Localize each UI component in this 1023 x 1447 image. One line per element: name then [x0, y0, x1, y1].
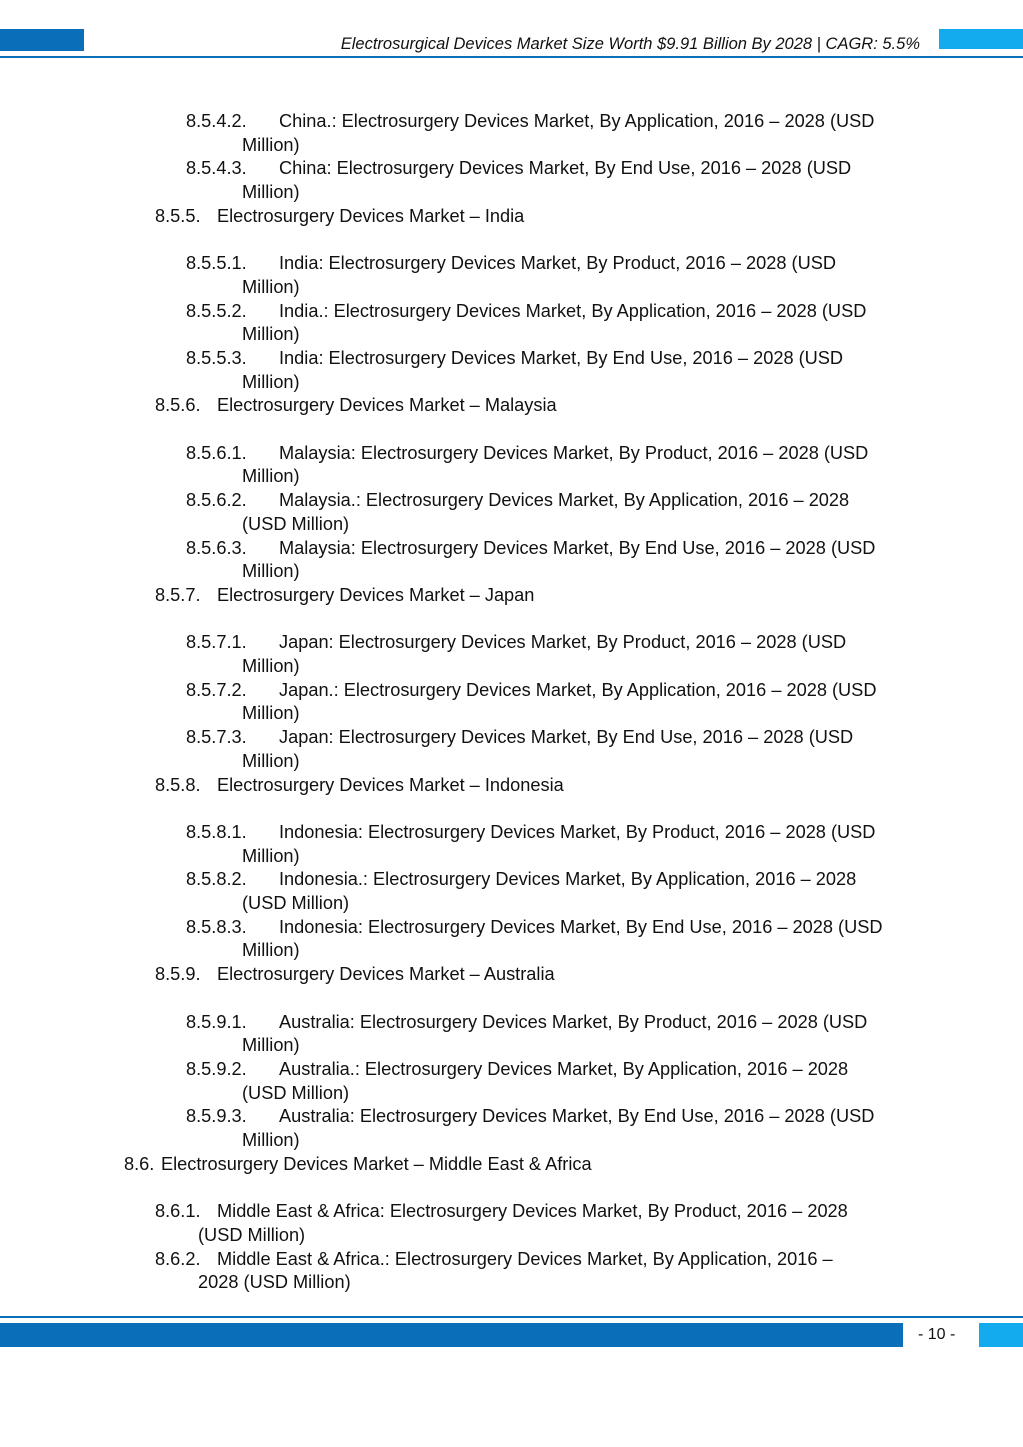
toc-entry-title-continuation: Million)	[242, 656, 300, 677]
toc-entry-number: 8.5.9.	[155, 964, 201, 985]
toc-entry-number: 8.5.7.1.	[186, 632, 247, 653]
toc-entry-title: Malaysia.: Electrosurgery Devices Market, By Application, 2016 – 2028	[279, 490, 850, 511]
toc-entry-number: 8.5.8.3.	[186, 916, 247, 937]
toc-entry-number: 8.5.8.2.	[186, 869, 247, 890]
toc-entry-number: 8.5.6.3.	[186, 537, 247, 558]
toc-entry-number: 8.5.4.2.	[186, 111, 247, 131]
header-accent-right	[939, 29, 1023, 49]
toc-entry-title: India: Electrosurgery Devices Market, By Product, 2016 – 2028 (USD	[279, 253, 836, 274]
toc-entry-number: 8.5.5.3.	[186, 348, 247, 368]
toc-entry-number: 8.5.5.	[155, 205, 201, 226]
toc-entry-title: Australia.: Electrosurgery Devices Market, By Application, 2016 – 2028	[279, 1059, 849, 1079]
toc-entry-title-continuation: Million)	[242, 134, 300, 155]
toc-entry-number: 8.5.6.	[155, 395, 201, 416]
toc-entry-title: Indonesia: Electrosurgery Devices Market, By End Use, 2016 – 2028 (USD	[279, 916, 883, 937]
toc-entry-number: 8.5.6.2.	[186, 490, 247, 511]
toc-entry-number: 8.5.9.1.	[186, 1011, 247, 1032]
toc-entry-number: 8.5.5.2.	[186, 300, 247, 321]
toc-entry-title-continuation: Million)	[242, 750, 300, 771]
toc-entry-title: Electrosurgery Devices Market – Indonesia	[217, 774, 564, 795]
toc-entry-number: 8.6.	[124, 1153, 155, 1174]
footer-accent-right	[979, 1323, 1023, 1347]
toc-entry-title: China.: Electrosurgery Devices Market, By Application, 2016 – 2028 (USD	[279, 111, 875, 131]
toc-entry-number: 8.5.4.3.	[186, 158, 247, 179]
toc-entry-title-continuation: Million)	[242, 182, 300, 203]
toc-entry-title: Indonesia: Electrosurgery Devices Market, By Product, 2016 – 2028 (USD	[279, 822, 876, 842]
toc-entry-title: Electrosurgery Devices Market – Japan	[217, 585, 535, 605]
toc-entry-number: 8.6.1.	[155, 1201, 201, 1222]
footer-bar	[0, 1323, 903, 1347]
toc-entry-title: Japan: Electrosurgery Devices Market, By End Use, 2016 – 2028 (USD	[279, 727, 854, 748]
toc-entry-title: Middle East & Africa: Electrosurgery Devices Market, By Product, 2016 – 2028	[217, 1201, 848, 1222]
toc-entry-title-continuation: Million)	[242, 324, 300, 345]
toc-entry-title: Electrosurgery Devices Market – Middle East & Africa	[161, 1153, 592, 1174]
footer-rule	[0, 1316, 1023, 1318]
toc-entry-title: Japan.: Electrosurgery Devices Market, By Application, 2016 – 2028 (USD	[279, 679, 877, 700]
toc-entry-title-continuation: Million)	[242, 276, 300, 297]
toc-entry-title: Electrosurgery Devices Market – Malaysia	[217, 395, 557, 416]
toc-entry-title-continuation: (USD Million)	[242, 1082, 350, 1103]
page-number: - 10 -	[918, 1326, 956, 1343]
toc-entry-title: Malaysia: Electrosurgery Devices Market, By Product, 2016 – 2028 (USD	[279, 442, 869, 463]
toc-entry-title-continuation: Million)	[242, 1130, 300, 1151]
toc-entry-title-continuation: Million)	[242, 940, 300, 961]
header-accent-left	[0, 29, 84, 51]
toc-entry-number: 8.5.5.1.	[186, 253, 247, 274]
toc-entry-title: Australia: Electrosurgery Devices Market, By End Use, 2016 – 2028 (USD	[279, 1106, 875, 1127]
toc-entry-title: Australia: Electrosurgery Devices Market, By Product, 2016 – 2028 (USD	[279, 1011, 868, 1032]
toc-entry-title-continuation: 2028 (USD Million)	[198, 1272, 351, 1293]
header-rule	[0, 56, 1023, 58]
toc-entry-title-continuation: (USD Million)	[242, 893, 350, 914]
toc-entry-number: 8.5.8.	[155, 774, 201, 795]
toc-entry-number: 8.5.7.3.	[186, 727, 247, 748]
toc-entry-title: Indonesia.: Electrosurgery Devices Market, By Application, 2016 – 2028	[279, 869, 857, 890]
toc-entry-number: 8.6.2.	[155, 1248, 201, 1269]
toc-entry-title: Malaysia: Electrosurgery Devices Market, By End Use, 2016 – 2028 (USD	[279, 537, 876, 558]
toc-entry-number: 8.5.9.2.	[186, 1059, 247, 1079]
toc-entry-number: 8.5.6.1.	[186, 442, 247, 463]
toc-entry-number: 8.5.9.3.	[186, 1106, 247, 1127]
document-header-title: Electrosurgical Devices Market Size Worth $9.91 Billion By 2028 | CAGR: 5.5%	[340, 35, 920, 53]
toc-entry-title: Middle East & Africa.: Electrosurgery Devices Market, By Application, 2016 –	[217, 1248, 833, 1269]
toc-entry-title-continuation: Million)	[242, 845, 300, 866]
toc-entry-title-continuation: Million)	[242, 1035, 300, 1056]
toc-entry-title: Electrosurgery Devices Market – Australia	[217, 964, 555, 985]
toc-entry-title-continuation: Million)	[242, 466, 300, 487]
toc-entry-title: Japan: Electrosurgery Devices Market, By Product, 2016 – 2028 (USD	[279, 632, 847, 653]
toc-entry-title-continuation: (USD Million)	[198, 1224, 306, 1245]
toc-entry-title: Electrosurgery Devices Market – India	[217, 205, 525, 226]
toc-entry-title-continuation: (USD Million)	[242, 513, 350, 534]
toc-entry-number: 8.5.7.2.	[186, 679, 247, 700]
toc-entry-title-continuation: Million)	[242, 561, 300, 582]
toc-entry-number: 8.5.7.	[155, 585, 201, 605]
toc-entry-title: China: Electrosurgery Devices Market, By End Use, 2016 – 2028 (USD	[279, 158, 852, 179]
toc-entry-title-continuation: Million)	[242, 371, 300, 392]
toc-entry-title: India.: Electrosurgery Devices Market, By Application, 2016 – 2028 (USD	[279, 300, 867, 321]
toc-entry-title: India: Electrosurgery Devices Market, By End Use, 2016 – 2028 (USD	[279, 348, 844, 368]
toc-entry-number: 8.5.8.1.	[186, 822, 247, 842]
toc-entry-title-continuation: Million)	[242, 703, 300, 724]
